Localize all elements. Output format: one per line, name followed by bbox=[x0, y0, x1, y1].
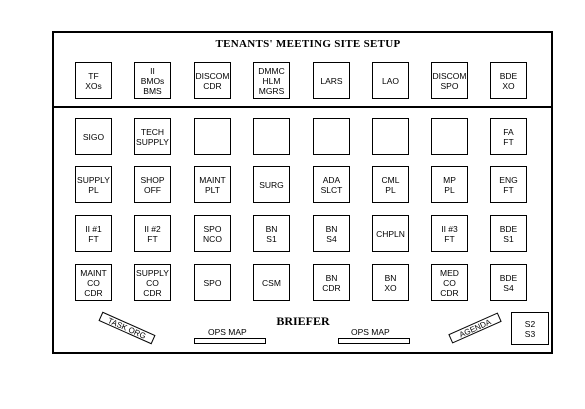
seat bbox=[194, 215, 231, 252]
seat bbox=[134, 264, 171, 301]
seat-label: MAINT CO CDR bbox=[80, 267, 107, 298]
head-table-seat bbox=[431, 62, 468, 99]
seat-label: BN S1 bbox=[265, 223, 278, 244]
ops-map-left-label: OPS MAP bbox=[208, 327, 247, 337]
seat bbox=[134, 166, 171, 203]
seat-label: II #2 FT bbox=[144, 223, 161, 244]
seat bbox=[253, 118, 290, 155]
page-title: TENANTS' MEETING SITE SETUP bbox=[215, 38, 401, 50]
seat-label: SUPPLY PL bbox=[77, 174, 110, 195]
seat-label: TECH SUPPLY bbox=[136, 126, 169, 147]
seat-label: SHOP OFF bbox=[140, 174, 165, 195]
seat bbox=[253, 166, 290, 203]
seat-label: II #3 FT bbox=[441, 223, 458, 244]
seat-label: BN XO bbox=[384, 272, 397, 293]
seat bbox=[431, 215, 468, 252]
head-table-seat bbox=[75, 62, 112, 99]
briefer-label: BRIEFER bbox=[276, 314, 330, 328]
seat bbox=[313, 264, 350, 301]
seat-label: LAO bbox=[381, 75, 399, 86]
seat bbox=[75, 215, 112, 252]
head-table-divider bbox=[52, 106, 553, 108]
seat bbox=[372, 118, 409, 155]
seat bbox=[490, 215, 527, 252]
seat-label: BDE XO bbox=[499, 70, 518, 91]
seat bbox=[313, 118, 350, 155]
room-outline bbox=[52, 31, 553, 354]
seat bbox=[313, 166, 350, 203]
seat bbox=[372, 264, 409, 301]
seat bbox=[194, 264, 231, 301]
seat-label: II BMOs BMS bbox=[140, 65, 165, 96]
seat-label: ENG FT bbox=[499, 174, 518, 195]
agenda-label: AGENDA bbox=[457, 317, 493, 339]
seat-label: CHPLN bbox=[376, 228, 405, 239]
seat-label: SUPPLY CO CDR bbox=[136, 267, 169, 298]
seat-label: II #1 FT bbox=[85, 223, 102, 244]
seat bbox=[194, 166, 231, 203]
seat bbox=[75, 166, 112, 203]
seat bbox=[490, 264, 527, 301]
seat bbox=[134, 118, 171, 155]
seat bbox=[194, 118, 231, 155]
seat-label: CML PL bbox=[381, 174, 400, 195]
seat-label: DISCOM CDR bbox=[195, 70, 230, 91]
ops-map-left-stand bbox=[194, 338, 266, 344]
seat-label: MED CO CDR bbox=[440, 267, 459, 298]
seat-label: CSM bbox=[262, 277, 281, 288]
seat-label: ADA SLCT bbox=[320, 174, 343, 195]
seat-label: BN CDR bbox=[322, 272, 341, 293]
head-table-seat bbox=[372, 62, 409, 99]
ops-map-right-label: OPS MAP bbox=[351, 327, 390, 337]
seat-label: SPO NCO bbox=[203, 223, 222, 244]
head-table-seat bbox=[490, 62, 527, 99]
head-table-seat bbox=[194, 62, 231, 99]
seat-label: BDE S1 bbox=[499, 223, 518, 244]
task-org-label: TASK ORG bbox=[106, 315, 148, 341]
seat-label: LARS bbox=[320, 75, 343, 86]
ops-map-right-stand bbox=[338, 338, 410, 344]
seat bbox=[253, 264, 290, 301]
seat-label: MP PL bbox=[443, 174, 456, 195]
seat bbox=[134, 215, 171, 252]
seat-label: MAINT PLT bbox=[199, 174, 226, 195]
seat-label: BN S4 bbox=[325, 223, 338, 244]
seat bbox=[372, 215, 409, 252]
seat-label: BDE S4 bbox=[499, 272, 518, 293]
seat bbox=[313, 215, 350, 252]
seat bbox=[490, 118, 527, 155]
seat-label: TF XOs bbox=[85, 70, 102, 91]
head-table-seat bbox=[313, 62, 350, 99]
seat bbox=[431, 166, 468, 203]
seat-label: DISCOM SPO bbox=[432, 70, 467, 91]
seat bbox=[490, 166, 527, 203]
seat-label: SURG bbox=[259, 179, 284, 190]
s2-s3-label: S2 S3 bbox=[524, 318, 536, 339]
seat bbox=[372, 166, 409, 203]
seat-label: SIGO bbox=[82, 131, 105, 142]
seat bbox=[431, 264, 468, 301]
seat bbox=[75, 264, 112, 301]
s2-s3-seat bbox=[511, 312, 549, 345]
seat-label: FA FT bbox=[503, 126, 514, 147]
seat bbox=[253, 215, 290, 252]
seat bbox=[431, 118, 468, 155]
head-table-seat bbox=[134, 62, 171, 99]
seat-label: SPO bbox=[203, 277, 222, 288]
head-table-seat bbox=[253, 62, 290, 99]
seat bbox=[75, 118, 112, 155]
seat-label: DMMC HLM MGRS bbox=[258, 65, 285, 96]
